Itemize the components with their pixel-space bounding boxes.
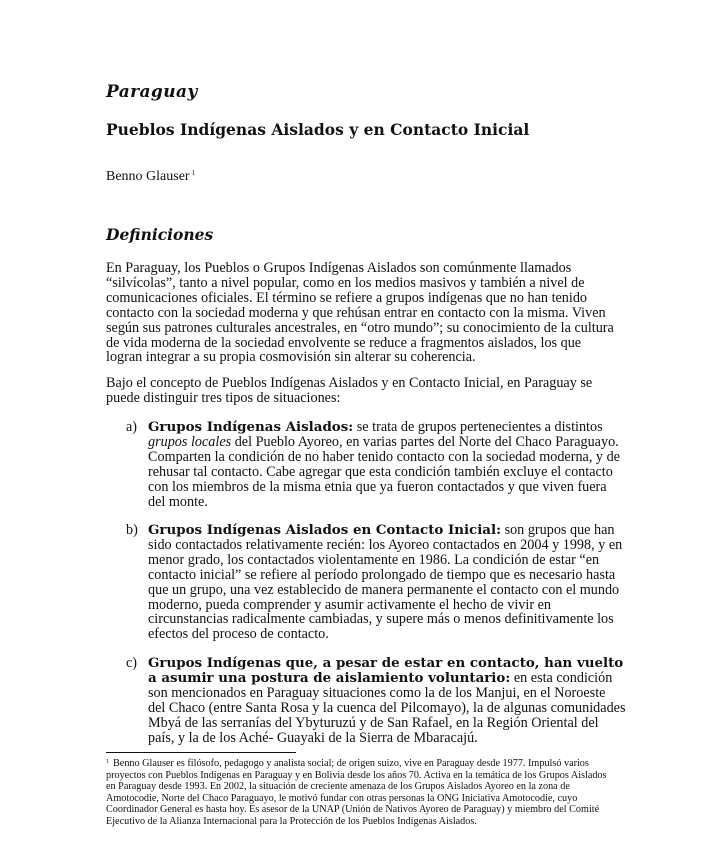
list-marker: b) (126, 522, 138, 538)
list-marker: a) (126, 419, 138, 435)
author-name: Benno Glauser (106, 169, 190, 184)
list-item-body (148, 656, 626, 745)
list-item-text: se trata de grupos pertenecientes a distintos (353, 419, 603, 435)
footnote-number: 1 (106, 759, 109, 765)
section-heading: Definiciones (106, 225, 214, 244)
list-item-emphasis: grupos locales (148, 433, 232, 450)
list-item-a (126, 420, 626, 509)
author-line (106, 169, 195, 185)
list-item-heading: Grupos Indígenas Aislados: (148, 419, 354, 435)
paragraph-intro: En Paraguay, los Pueblos o Grupos Indígenas Aislados son comúnmente llamados “silvícolas”, tanto a nivel popular, como en los medios masivos y también a nivel de comunicaciones oficiales. El término se refiere a grupos indígenas que no han tenido contacto con la sociedad moderna y que rehúsan entrar en contacto con la misma. Viven según sus patrones culturales ancestrales, en “otro mundo”; su conocimiento de la cultura de vida moderna de la sociedad envolvente se reduce a fragmentos aislados, los que logran integrar a su propia cosmovisión sin alterar su coherencia. (106, 260, 614, 366)
list-item-c (126, 656, 626, 745)
footnote-separator (106, 752, 296, 753)
list-item-text: en esta condición son mencionados en Paraguay situaciones como la de los Manjui, en el Noroeste del Chaco (entre Santa Rosa y la cuenca del Pilcomayo), la de algunas comunidades Mbyá de las serranías del Ybyturuzú y de San Rafael, en la Región Oriental del país, y la de los Aché- Guayaki de la Sierra de Mbaracajú. (148, 669, 626, 746)
list-item-heading: Grupos Indígenas Aislados en Contacto Inicial: (148, 522, 502, 538)
footnote-text: Benno Glauser es filósofo, pedagogo y analista social; de origen suizo, vive en Paraguay desde 1977. Impulsó varios proyectos con Pueblos Indígenas en Paraguay y en Bolivia desde los años 70. Activa en la temática de los Grupos Aislados en Paraguay desde 1993. En 2002, la situación de creciente amenaza de los Grupos Aislados Ayoreo en la zona de Amotocodie, Norte del Chaco Paraguayo, le motivó fundar con otras personas la ONG Iniciativa Amotocodie, cuyo Coordinador General es hasta hoy. Es asesor de la UNAP (Unión de Nativos Ayoreo de Paraguay) y miembro del Comité Ejecutivo de la Alianza Internacional para la Protección de los Pueblos Indígenas Aislados. (106, 758, 607, 827)
list-item-text: son grupos que han sido contactados relativamente recién: los Ayoreo contactados en 2004 y 1998, y en menor grado, los contactados violentamente en 1986. La condición de estar “en contacto inicial” se refiere al período prolongado de tiempo que es necesario hasta que un grupo, una vez establecido de manera permanente el contacto con el mundo moderno, pueda comprender y asumir activamente el hecho de vivir en circunstancias radicalmente cambiadas, y supere más o menos definitivamente los efectos del proceso de contacto. (148, 522, 623, 643)
list-marker: c) (126, 655, 138, 671)
country-heading: Paraguay (106, 82, 198, 102)
list-item-heading: Grupos Indígenas que, a pesar de estar en contacto, han vuelto a asumir una postura de aislamiento voluntario: (148, 655, 624, 686)
footnote-reference[interactable]: 1 (191, 169, 196, 177)
list-item-body (148, 523, 626, 642)
footnote (106, 757, 618, 828)
paragraph-types-intro: Bajo el concepto de Pueblos Indígenas Aislados y en Contacto Inicial, en Paraguay se puede distinguir tres tipos de situaciones: (106, 375, 593, 406)
list-item-b (126, 523, 626, 642)
document-title: Pueblos Indígenas Aislados y en Contacto Inicial (106, 120, 530, 139)
list-item-text: del Pueblo Ayoreo, en varias partes del Norte del Chaco Paraguayo. Comparten la condición de no haber tenido contacto con la sociedad moderna, y de rehusar tal contacto. Cabe agregar que esta condición también excluye el contacto con los miembros de la misma etnia que ya fueron contactados y que viven fuera del monte. (148, 433, 620, 510)
list-item-body (148, 420, 626, 509)
